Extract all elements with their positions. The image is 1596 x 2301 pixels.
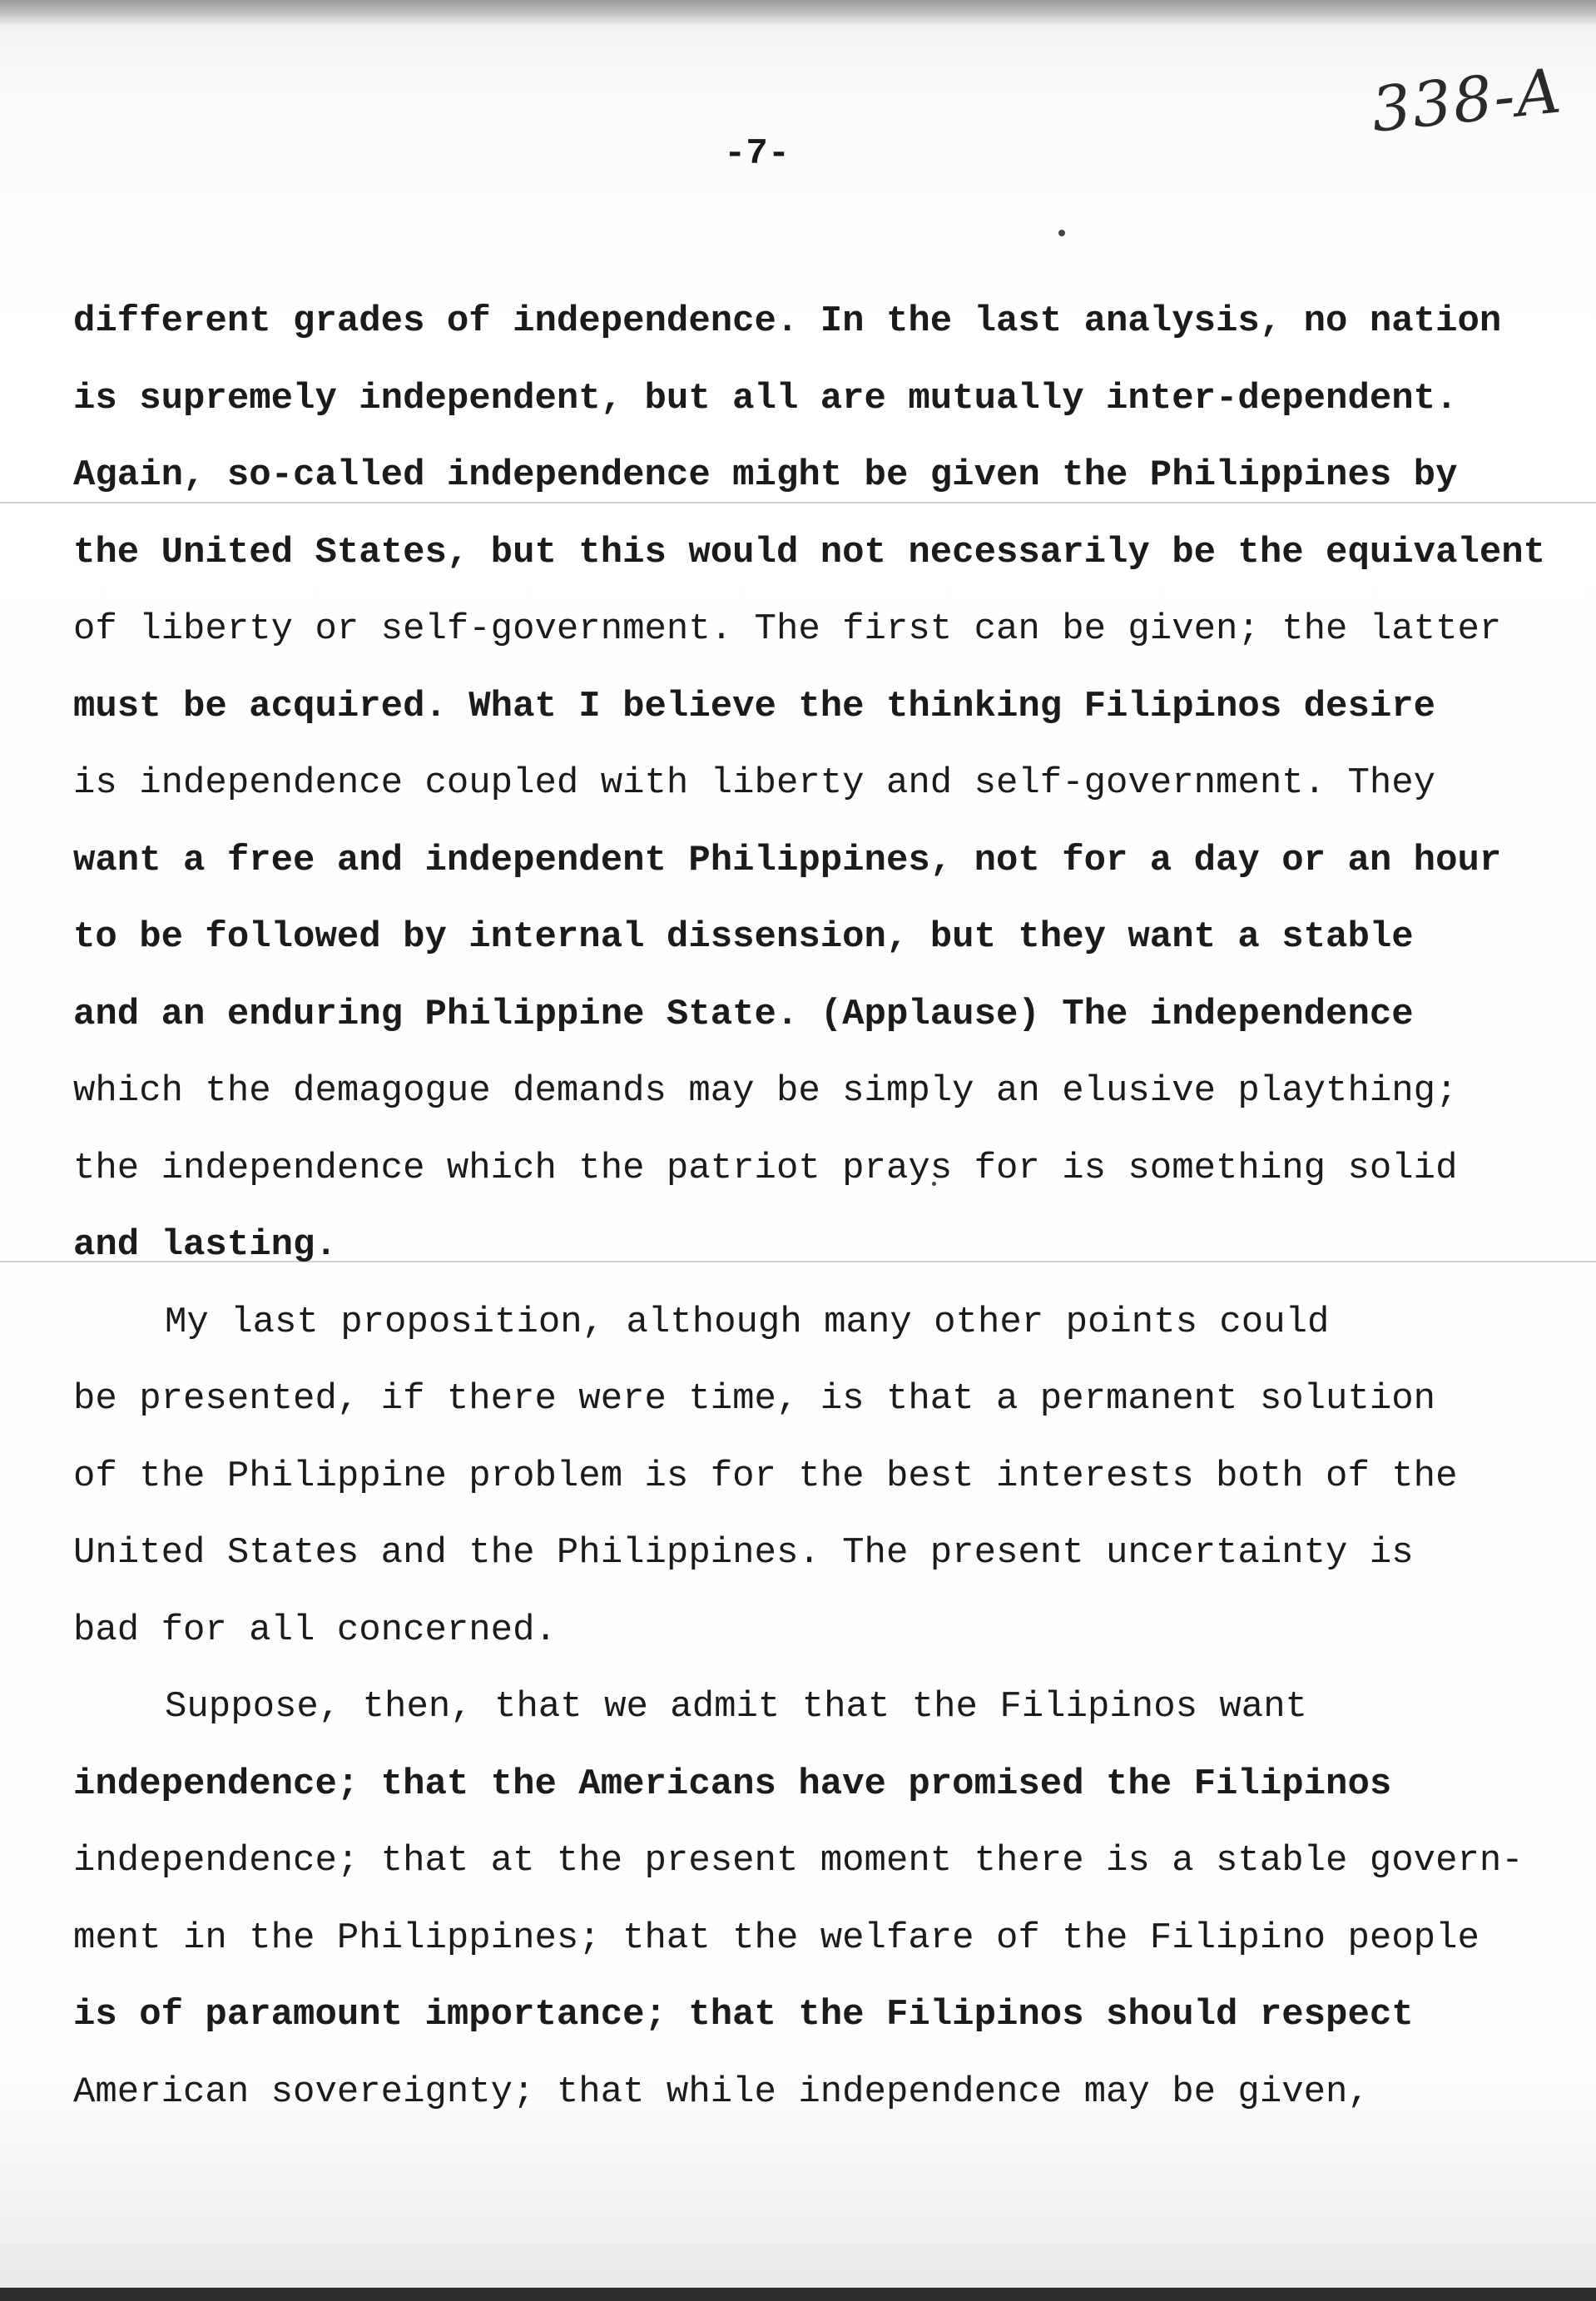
text-line: which the demagogue demands may be simply an elusive plaything;	[73, 1070, 1458, 1112]
typed-text-body	[73, 283, 1596, 2130]
text-line: ment in the Philippines; that the welfare of the Filipino people	[73, 1917, 1480, 1959]
text-line: the United States, but this would not necessarily be the equivalent	[73, 531, 1546, 573]
text-line: United States and the Philippines. The present uncertainty is	[73, 1532, 1414, 1574]
scan-speck	[1058, 230, 1065, 236]
text-line: to be followed by internal dissension, but they want a stable	[73, 916, 1414, 958]
text-line: American sovereignty; that while independence may be given,	[73, 2070, 1370, 2113]
text-line: the independence which the patriot prays for is something solid	[73, 1147, 1458, 1189]
text-line: of the Philippine problem is for the best interests both of the	[73, 1455, 1458, 1497]
text-line: and lasting.	[73, 1224, 337, 1266]
handwritten-annotation: 338-A	[1368, 55, 1566, 146]
text-line: Again, so-called independence might be given the Philippines by	[73, 454, 1458, 496]
page-number: -7-	[724, 133, 791, 175]
text-line: bad for all concerned.	[73, 1609, 557, 1651]
scan-top-shadow	[0, 0, 1596, 25]
text-line: different grades of independence. In the last analysis, no nation	[73, 300, 1502, 342]
text-line: of liberty or self-government. The first can be given; the latter	[73, 608, 1502, 650]
text-line: is of paramount importance; that the Filipinos should respect	[73, 1994, 1414, 2036]
text-line: is supremely independent, but all are mutually inter-dependent.	[73, 377, 1458, 419]
text-line: be presented, if there were time, is that a permanent solution	[73, 1378, 1436, 1420]
text-line: want a free and independent Philippines, not for a day or an hour	[73, 839, 1502, 881]
text-line: independence; that at the present moment there is a stable govern-	[73, 1840, 1524, 1882]
text-line: Suppose, then, that we admit that the Filipinos want	[165, 1686, 1308, 1728]
text-line: independence; that the Americans have promised the Filipinos	[73, 1763, 1392, 1805]
text-line: My last proposition, although many other points could	[165, 1301, 1330, 1343]
scan-bottom-edge	[0, 2288, 1596, 2301]
text-line: must be acquired. What I believe the thinking Filipinos desire	[73, 685, 1436, 727]
text-line: is independence coupled with liberty and self-government. They	[73, 762, 1436, 804]
text-line: and an enduring Philippine State. (Applause) The independence	[73, 993, 1414, 1035]
